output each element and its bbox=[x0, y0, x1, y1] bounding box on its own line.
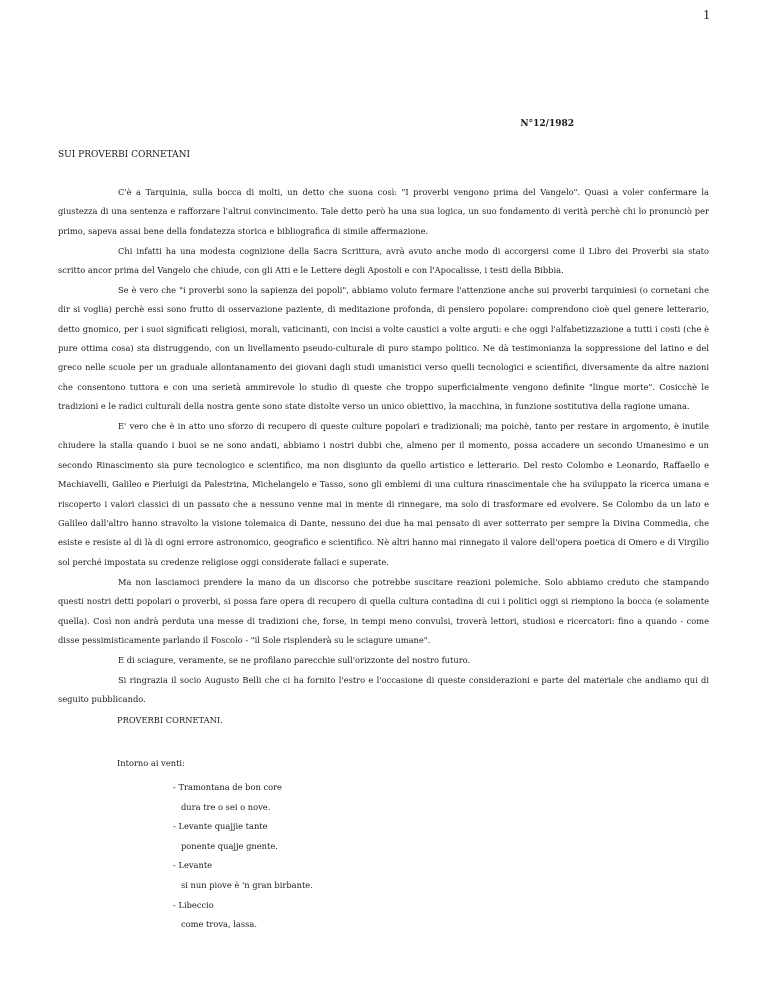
document-reference: N°12/1982 bbox=[520, 119, 574, 129]
body-text bbox=[58, 183, 709, 710]
proverb-line: - Libeccio bbox=[173, 899, 214, 910]
proverb-line: si nun piove è 'n gran birbante. bbox=[181, 879, 313, 890]
paragraph: E' vero che è in atto uno sforzo di recupero di queste culture popolari e tradizionali; ma poichè, tanto per restare in argomento, è inutile chiudere la stalla quando i buoi se ne sono andati, abbiamo i nostri dubbi che, almeno per il momento, possa accadere un secondo Umanesimo e un secondo Rinascimento sia pure tecnologico e scientifico, ma non disgiunto da quello artistico e letterario. Del resto Colombo e Leonardo, Raffaello e Machiavelli, Galileo e Pierluigi da Palestrina, Michelangelo e Tasso, sono gli emblemi di una cultura rinascimentale che ha sviluppato la ricerca umana e riscoperto i valori classici di un passato che a nessuno venne mai in mente di rinnegare, ma solo di trasformare ed evolvere. Se Colombo da un lato e Galileo dall'altro hanno stravolto la visione tolemaica di Dante, nessuno dei due ha mai pensato di aver sotterrato per sempre la Divina Commedia, che esiste e resiste al di là di ogni errore astronomico, geografico e scientifico. Nè altri hanno mai rinnegato il valore dell'opera poetica di Omero e di Virgilio sol perché impostata su credenze religiose oggi considerate fallaci e superate. bbox=[58, 421, 709, 567]
paragraph: C'è a Tarquinia, sulla bocca di molti, un detto che suona così: "I proverbi vengono prima del Vangelo". Quasi a voler confermare la giustezza di una sentenza e rafforzare l'altrui convincimento. Tale detto però ha una sua logica, un suo fondamento di verità perchè chi lo pronunciò per primo, sapeva assai bene della fondatezza storica e bibliografica di simile affermazione. bbox=[58, 187, 709, 236]
proverb-line: - Levante quajjie tante bbox=[173, 821, 268, 832]
proverb-line: - Tramontana de bon core bbox=[173, 782, 282, 792]
section-heading: SUI PROVERBI CORNETANI bbox=[58, 150, 191, 160]
paragraph: Ma non lasciamoci prendere la mano da un discorso che potrebbe suscitare reazioni polemiche. Solo abbiamo creduto che stampando questi nostri detti popolari o proverbi, si possa fare opera di recupero di quella cultura contadina di cui i politici oggi si riempiono la bocca (e solamente quella). Così non andrà perduta una messe di tradizioni che, forse, in tempi meno convulsi, troverà lettori, studiosi e ricercatori: fino a quando - come disse pessimisticamente parlando il Foscolo - "il Sole risplenderà su le sciagure umane". bbox=[58, 576, 709, 645]
paragraph: Chi infatti ha una modesta cognizione della Sacra Scrittura, avrà avuto anche modo di accorgersi come il Libro dei Proverbi sia stato scritto ancor prima del Vangelo che chiude, con gli Atti e le Lettere degli Apostoli e con l'Apocalisse, i testi della Bibbia. bbox=[58, 245, 709, 276]
page-number: 1 bbox=[703, 8, 710, 23]
proverb-line: dura tre o sei o nove. bbox=[181, 801, 271, 812]
proverb-line: come trova, lassa. bbox=[181, 919, 257, 930]
paragraph: Se è vero che "i proverbi sono la sapienza dei popoli", abbiamo voluto fermare l'attenzione anche sui proverbi tarquiniesi (o cornetani che dir si voglia) perchè essi sono frutto di osservazione paziente, di meditazione profonda, di pensiero popolare: comprendono cioè quel genere letterario, detto gnomico, per i suoi significati religiosi, morali, vaticinanti, con incisi a volte caustici a volte arguti: e che oggi l'alfabetizzazione a tutti i costi (che è pure ottima cosa) sta distruggendo, con un livellamento pseudo-culturale di puro stampo politico. Ne dà testimonianza la soppressione del latino e del greco nelle scuole per un graduale allontanamento dei giovani dagli studi umanistici verso quelli tecnologici e scientifici, diversamente da altre nazioni che consentono tuttora e con una serietà ammirevole lo studio di queste che troppo superficialmente vengono definite "lingue morte". Cosicchè le tradizioni e le radici culturali della nostra gente sono state distolte verso un unico obiettivo, la macchina, in funzione sostitutiva della ragione umana. bbox=[58, 284, 709, 412]
paragraph: Si ringrazia il socio Augusto Belli che ci ha fornito l'estro e l'occasione di queste considerazioni e parte del materiale che andiamo qui di seguito pubblicando. bbox=[58, 674, 709, 704]
proverb-line: - Levante bbox=[173, 860, 213, 871]
proverbs-title: PROVERBI CORNETANI. bbox=[117, 715, 223, 725]
proverbs-intro: Intorno ai venti: bbox=[117, 758, 185, 768]
proverbs-list bbox=[173, 778, 573, 935]
paragraph: E di sciagure, veramente, se ne profilano parecchie sull'orizzonte del nostro futuro. bbox=[118, 654, 471, 665]
proverb-line: ponente quajje gnente. bbox=[181, 840, 278, 851]
